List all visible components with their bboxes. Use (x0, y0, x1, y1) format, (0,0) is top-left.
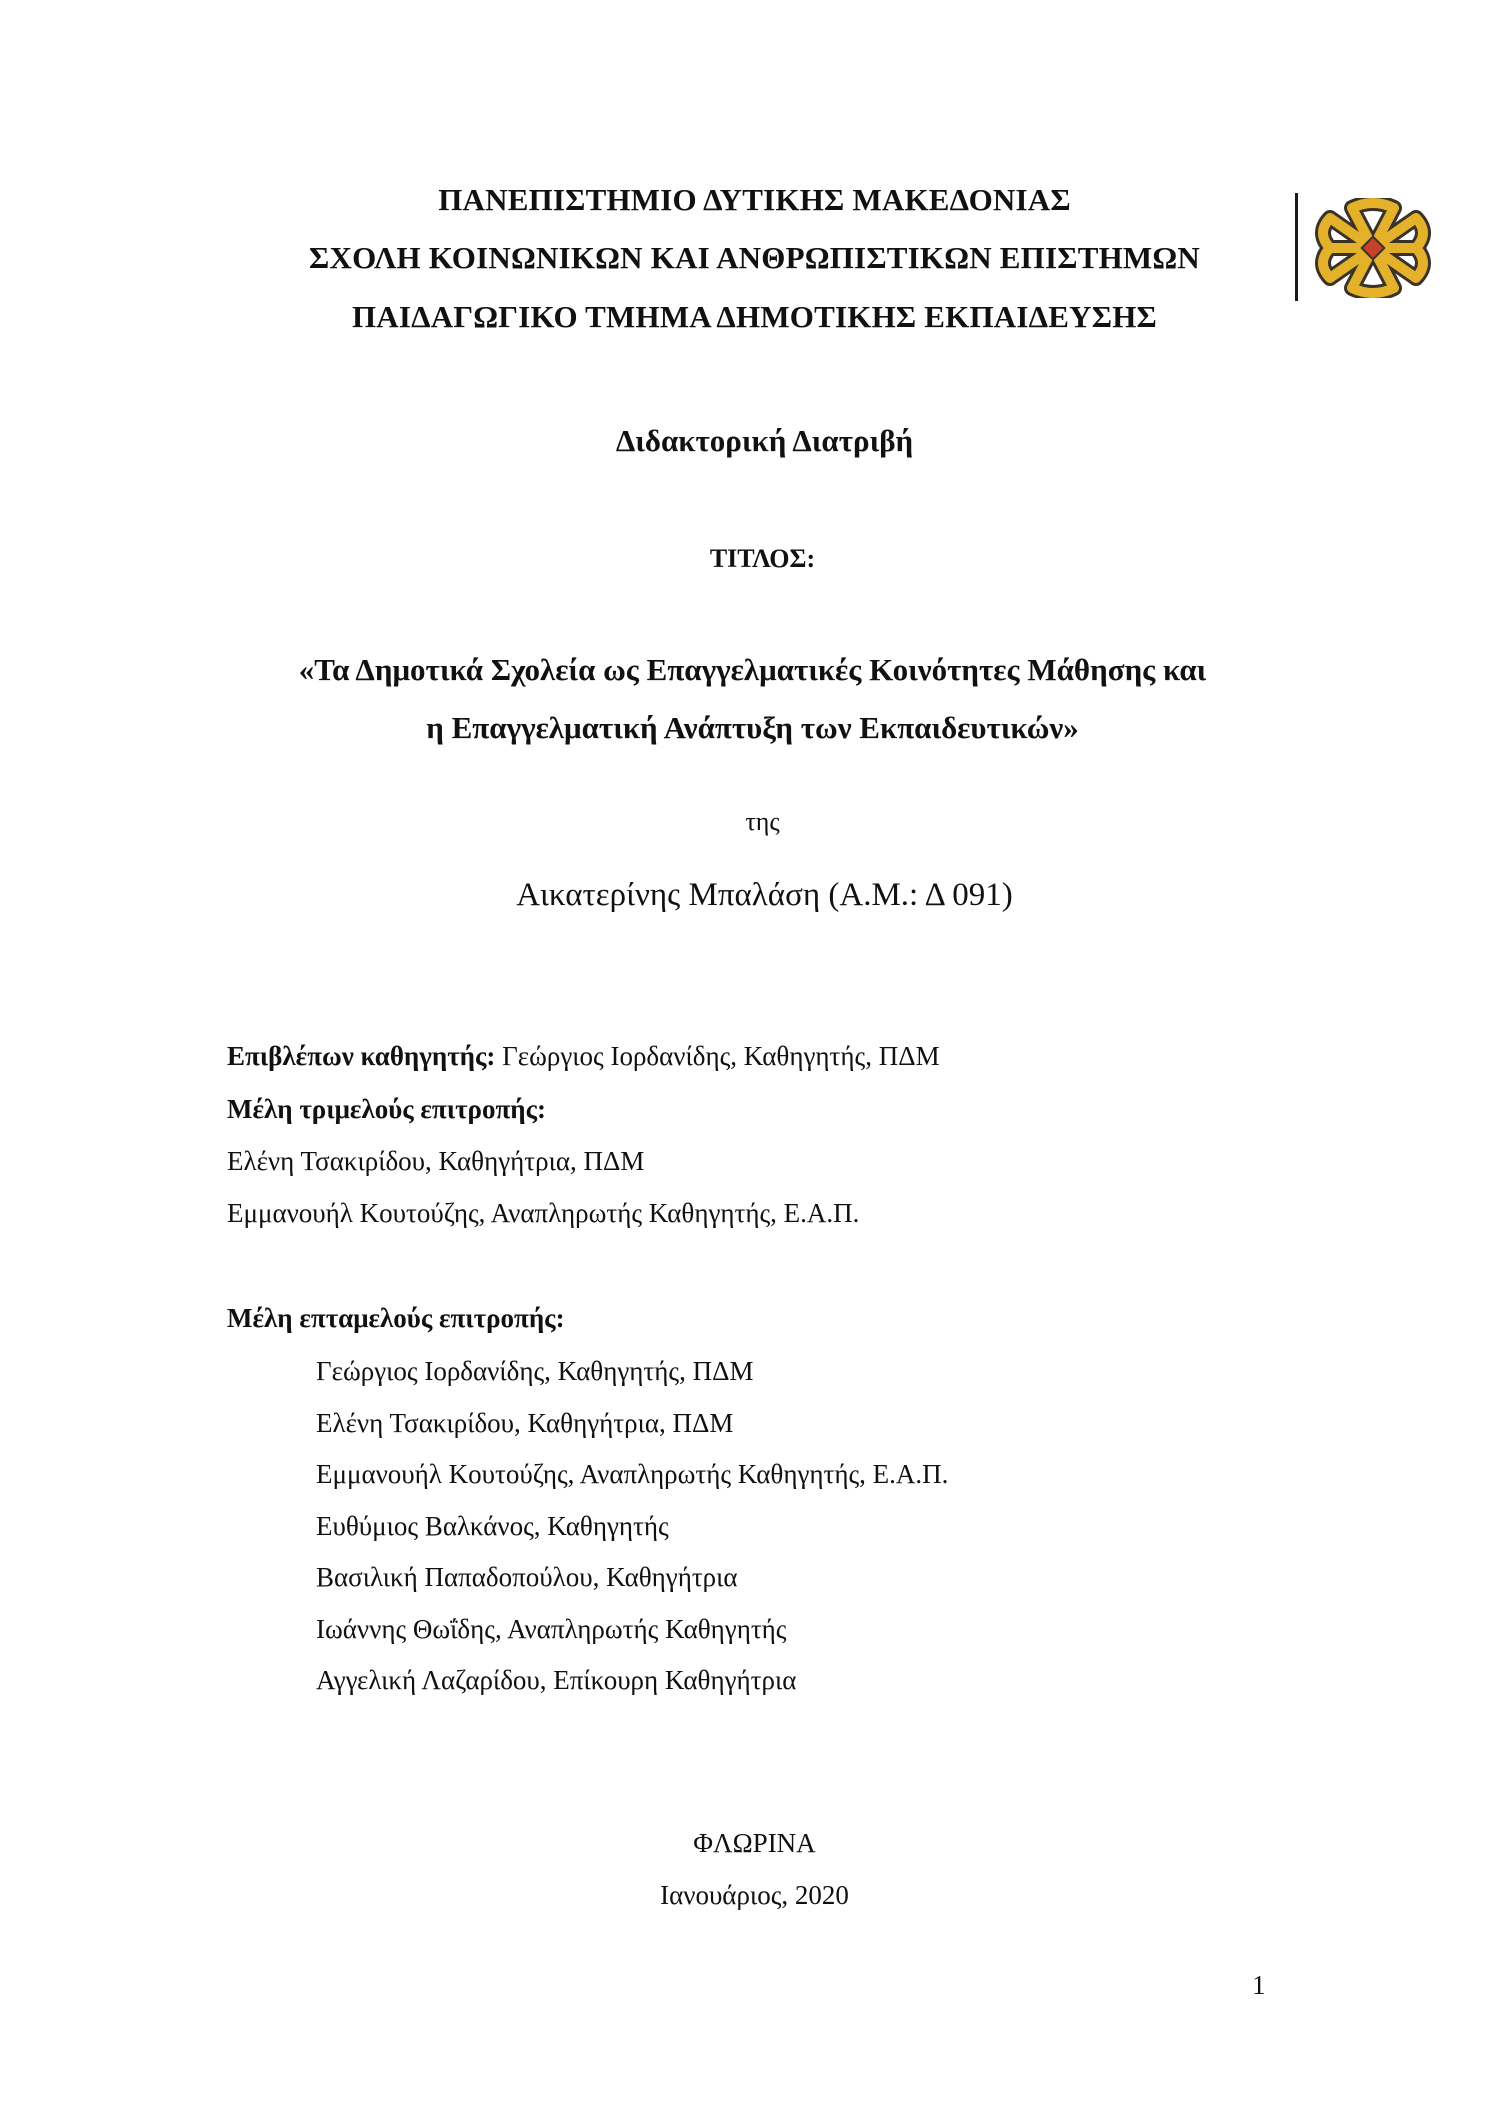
author-prefix: της (745, 807, 780, 836)
university-name: ΠΑΝΕΠΙΣΤΗΜΙΟ ΔΥΤΙΚΗΣ ΜΑΚΕΔΟΝΙΑΣ (438, 182, 1071, 217)
supervisor-label: Επιβλέπων καθηγητής: (227, 1041, 496, 1071)
date: Ιανουάριος, 2020 (660, 1880, 849, 1910)
supervisor-value: Γεώργιος Ιορδανίδης, Καθηγητής, ΠΔΜ (495, 1041, 940, 1071)
page-number: 1 (1252, 1970, 1266, 2000)
seven-member-committee-label: Μέλη επταμελούς επιτροπής: (227, 1303, 565, 1333)
committee-member: Εμμανουήλ Κουτούζης, Αναπληρωτής Καθηγητής, Ε.Α.Π. (227, 1198, 860, 1228)
committee-member: Ελένη Τσακιρίδου, Καθηγήτρια, ΠΔΜ (227, 1146, 645, 1176)
author-name: Αικατερίνης Μπαλάση (Α.Μ.: Δ 091) (516, 877, 1013, 913)
list-item: Εμμανουήλ Κουτούζης, Αναπληρωτής Καθηγητής, Ε.Α.Π. (316, 1459, 949, 1489)
thesis-title-line-1: «Τα Δημοτικά Σχολεία ως Επαγγελματικές Κοινότητες Μάθησης και (298, 652, 1207, 687)
logo-divider (1295, 193, 1298, 301)
seven-member-committee-list (316, 1355, 948, 1716)
title-label: ΤΙΤΛΟΣ: (709, 544, 816, 573)
list-item: Γεώργιος Ιορδανίδης, Καθηγητής, ΠΔΜ (316, 1356, 754, 1386)
list-item: Βασιλική Παπαδοπούλου, Καθηγήτρια (316, 1562, 738, 1592)
list-item: Αγγελική Λαζαρίδου, Επίκουρη Καθηγήτρια (316, 1665, 797, 1695)
list-item: Ιωάννης Θωΐδης, Αναπληρωτής Καθηγητής (316, 1613, 787, 1644)
list-item: Ελένη Τσακιρίδου, Καθηγήτρια, ΠΔΜ (316, 1407, 734, 1438)
city: ΦΛΩΡΙΝΑ (693, 1828, 816, 1858)
department-name: ΠΑΙΔΑΓΩΓΙΚΟ ΤΜΗΜΑ ΔΗΜΟΤΙΚΗΣ ΕΚΠΑΙΔΕΥΣΗΣ (351, 299, 1158, 334)
supervisor-line (227, 1041, 940, 1072)
list-item: Ευθύμιος Βαλκάνος, Καθηγητής (316, 1510, 669, 1541)
school-name: ΣΧΟΛΗ ΚΟΙΝΩΝΙΚΩΝ ΚΑΙ ΑΝΘΡΩΠΙΣΤΙΚΩΝ ΕΠΙΣΤΗΜΩΝ (309, 240, 1200, 275)
university-knot-emblem-icon (1312, 198, 1434, 298)
document-type: Διδακτορική Διατριβή (615, 423, 914, 458)
thesis-title-line-2: η Επαγγελματική Ανάπτυξη των Εκπαιδευτικών» (426, 710, 1079, 745)
three-member-committee-label: Μέλη τριμελούς επιτροπής: (227, 1094, 546, 1124)
